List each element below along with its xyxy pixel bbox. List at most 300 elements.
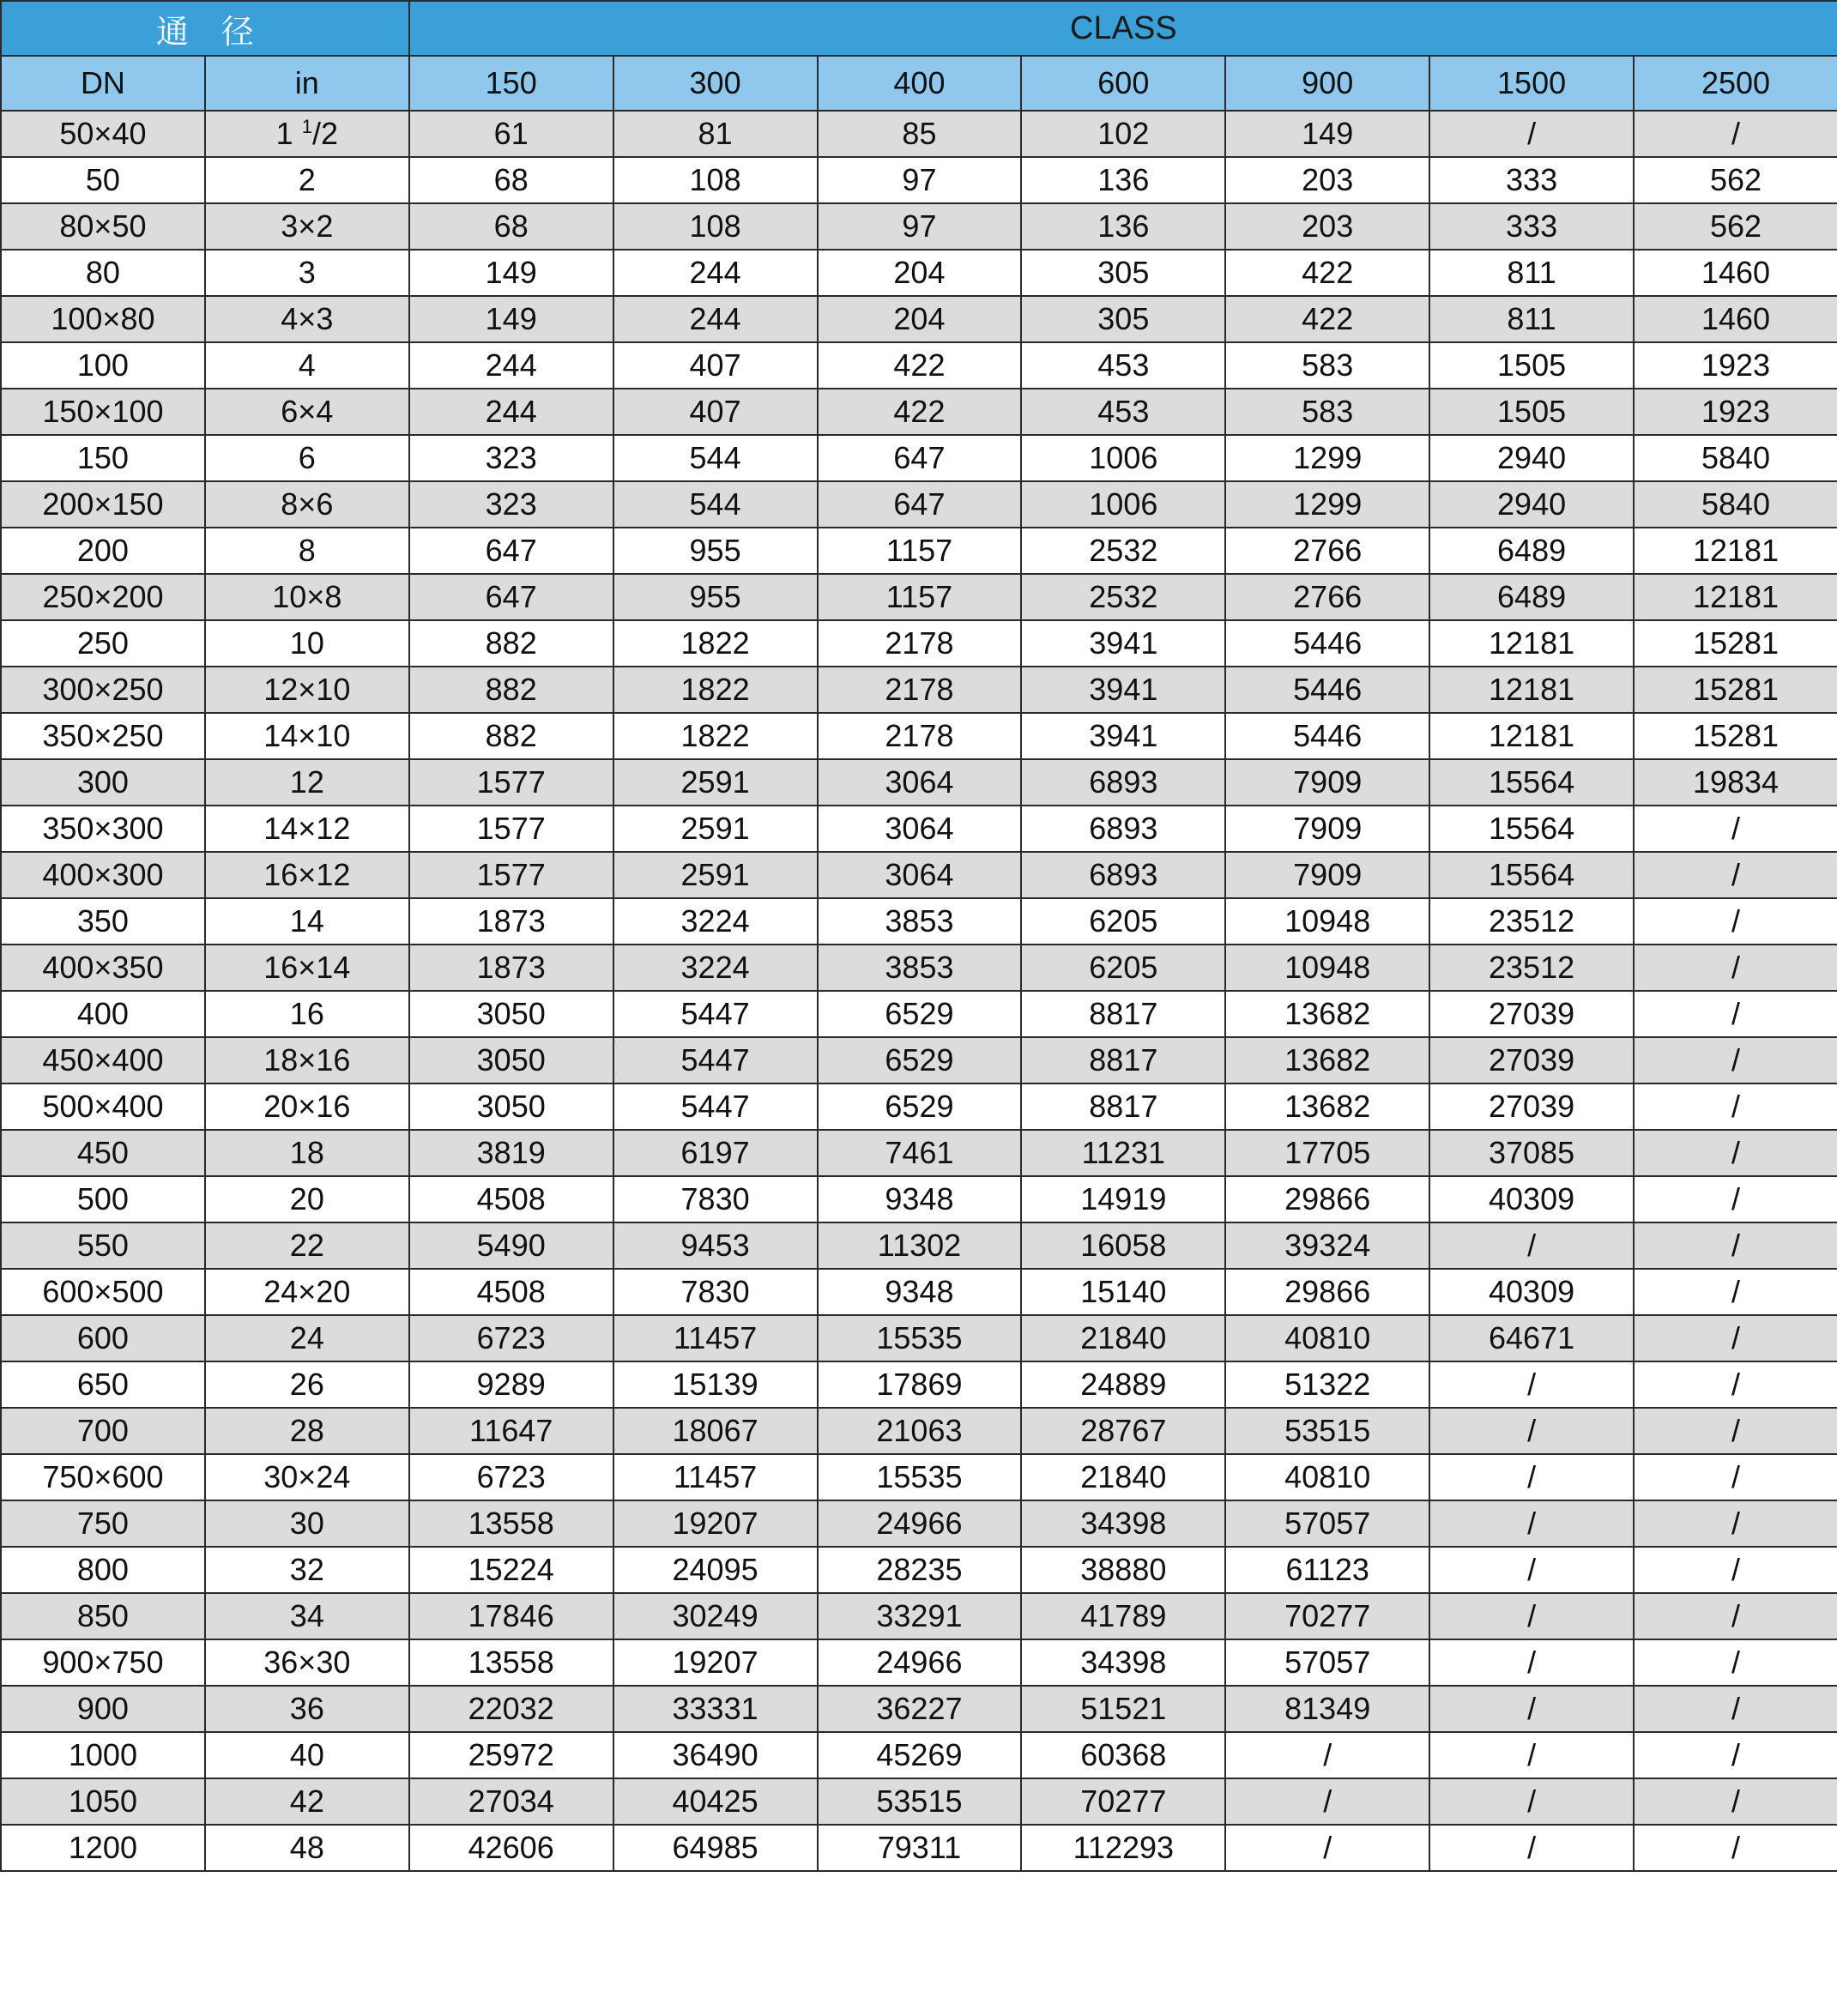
value-cell: 1923 bbox=[1634, 342, 1837, 389]
table-header bbox=[1, 1, 1837, 111]
value-cell: 6893 bbox=[1021, 852, 1225, 898]
table-row bbox=[1, 1408, 1837, 1454]
table-body bbox=[1, 111, 1837, 1871]
value-cell: 68 bbox=[409, 157, 613, 203]
table-row bbox=[1, 898, 1837, 945]
value-cell: 57057 bbox=[1225, 1500, 1429, 1547]
table-row bbox=[1, 852, 1837, 898]
value-cell: / bbox=[1634, 1083, 1837, 1130]
dn-cell: 200 bbox=[1, 528, 205, 574]
value-cell: 3050 bbox=[409, 991, 613, 1037]
dn-cell: 800 bbox=[1, 1547, 205, 1593]
value-cell: 1577 bbox=[409, 806, 613, 852]
in-cell: 26 bbox=[205, 1361, 409, 1408]
value-cell: 13558 bbox=[409, 1500, 613, 1547]
value-cell: 3941 bbox=[1021, 667, 1225, 713]
value-cell: / bbox=[1429, 1778, 1634, 1825]
in-cell: 28 bbox=[205, 1408, 409, 1454]
value-cell: 562 bbox=[1634, 157, 1837, 203]
in-cell: 4 bbox=[205, 342, 409, 389]
value-cell: 407 bbox=[613, 342, 818, 389]
value-cell: 8817 bbox=[1021, 991, 1225, 1037]
value-cell: 45269 bbox=[818, 1732, 1022, 1778]
table-row bbox=[1, 203, 1837, 250]
value-cell: 422 bbox=[1225, 250, 1429, 296]
table-row bbox=[1, 1269, 1837, 1315]
dn-cell: 250×200 bbox=[1, 574, 205, 620]
table-row bbox=[1, 1732, 1837, 1778]
value-cell: 40425 bbox=[613, 1778, 818, 1825]
in-cell: 14×12 bbox=[205, 806, 409, 852]
table-row bbox=[1, 389, 1837, 435]
value-cell: 544 bbox=[613, 435, 818, 481]
value-cell: 1006 bbox=[1021, 435, 1225, 481]
value-cell: 1460 bbox=[1634, 296, 1837, 342]
table-row bbox=[1, 667, 1837, 713]
table-row bbox=[1, 1361, 1837, 1408]
table-row bbox=[1, 1176, 1837, 1222]
value-cell: 3050 bbox=[409, 1083, 613, 1130]
dn-cell: 400 bbox=[1, 991, 205, 1037]
value-cell: 407 bbox=[613, 389, 818, 435]
value-cell: 5446 bbox=[1225, 620, 1429, 667]
dn-cell: 900×750 bbox=[1, 1639, 205, 1686]
value-cell: 17869 bbox=[818, 1361, 1022, 1408]
value-cell: 17705 bbox=[1225, 1130, 1429, 1176]
value-cell: 30249 bbox=[613, 1593, 818, 1639]
value-cell: 7909 bbox=[1225, 852, 1429, 898]
in-cell: 22 bbox=[205, 1222, 409, 1269]
value-cell: 15281 bbox=[1634, 713, 1837, 759]
value-cell: 70277 bbox=[1021, 1778, 1225, 1825]
value-cell: / bbox=[1429, 111, 1634, 157]
in-cell: 32 bbox=[205, 1547, 409, 1593]
class-400-header: 400 bbox=[818, 56, 1022, 111]
dn-cell: 450 bbox=[1, 1130, 205, 1176]
value-cell: 61123 bbox=[1225, 1547, 1429, 1593]
in-cell: 12 bbox=[205, 759, 409, 806]
value-cell: 33291 bbox=[818, 1593, 1022, 1639]
table-row bbox=[1, 157, 1837, 203]
value-cell: 562 bbox=[1634, 203, 1837, 250]
in-cell: 24×20 bbox=[205, 1269, 409, 1315]
nominal-size-header: 通 径 bbox=[1, 1, 409, 56]
value-cell: 3064 bbox=[818, 852, 1022, 898]
value-cell: 204 bbox=[818, 250, 1022, 296]
value-cell: / bbox=[1429, 1547, 1634, 1593]
table-row bbox=[1, 250, 1837, 296]
dn-cell: 150 bbox=[1, 435, 205, 481]
value-cell: / bbox=[1429, 1361, 1634, 1408]
dn-cell: 500×400 bbox=[1, 1083, 205, 1130]
in-cell: 18×16 bbox=[205, 1037, 409, 1083]
value-cell: 323 bbox=[409, 435, 613, 481]
dn-cell: 750×600 bbox=[1, 1454, 205, 1500]
value-cell: 6529 bbox=[818, 991, 1022, 1037]
value-cell: / bbox=[1634, 898, 1837, 945]
in-cell: 1 $^1$/2 bbox=[205, 111, 409, 157]
value-cell: 6205 bbox=[1021, 898, 1225, 945]
value-cell: 882 bbox=[409, 620, 613, 667]
value-cell: 323 bbox=[409, 481, 613, 528]
dn-cell: 500 bbox=[1, 1176, 205, 1222]
value-cell: 15139 bbox=[613, 1361, 818, 1408]
value-cell: / bbox=[1634, 1130, 1837, 1176]
value-cell: 3224 bbox=[613, 945, 818, 991]
in-cell: 30×24 bbox=[205, 1454, 409, 1500]
value-cell: 11457 bbox=[613, 1454, 818, 1500]
value-cell: 81 bbox=[613, 111, 818, 157]
in-cell: 12×10 bbox=[205, 667, 409, 713]
value-cell: / bbox=[1634, 1593, 1837, 1639]
value-cell: / bbox=[1429, 1500, 1634, 1547]
table-row bbox=[1, 1130, 1837, 1176]
value-cell: 2591 bbox=[613, 852, 818, 898]
value-cell: 61 bbox=[409, 111, 613, 157]
value-cell: / bbox=[1429, 1825, 1634, 1871]
value-cell: 7830 bbox=[613, 1176, 818, 1222]
value-cell: 2591 bbox=[613, 759, 818, 806]
dn-cell: 80×50 bbox=[1, 203, 205, 250]
value-cell: / bbox=[1634, 1778, 1837, 1825]
class-header: CLASS bbox=[409, 1, 1837, 56]
value-cell: / bbox=[1429, 1686, 1634, 1732]
value-cell: 6205 bbox=[1021, 945, 1225, 991]
table-row bbox=[1, 574, 1837, 620]
value-cell: 7909 bbox=[1225, 759, 1429, 806]
value-cell: 40309 bbox=[1429, 1269, 1634, 1315]
value-cell: 29866 bbox=[1225, 1176, 1429, 1222]
value-cell: / bbox=[1634, 1408, 1837, 1454]
in-cell: 8 bbox=[205, 528, 409, 574]
value-cell: 882 bbox=[409, 667, 613, 713]
value-cell: 5446 bbox=[1225, 667, 1429, 713]
value-cell: 3853 bbox=[818, 898, 1022, 945]
table-row bbox=[1, 1454, 1837, 1500]
value-cell: 2940 bbox=[1429, 481, 1634, 528]
dn-cell: 350×250 bbox=[1, 713, 205, 759]
value-cell: 149 bbox=[409, 250, 613, 296]
value-cell: 11457 bbox=[613, 1315, 818, 1361]
value-cell: 102 bbox=[1021, 111, 1225, 157]
value-cell: 15535 bbox=[818, 1315, 1022, 1361]
value-cell: 28235 bbox=[818, 1547, 1022, 1593]
value-cell: 3064 bbox=[818, 806, 1022, 852]
dn-cell: 200×150 bbox=[1, 481, 205, 528]
value-cell: 42606 bbox=[409, 1825, 613, 1871]
value-cell: 70277 bbox=[1225, 1593, 1429, 1639]
value-cell: 19207 bbox=[613, 1500, 818, 1547]
value-cell: 305 bbox=[1021, 250, 1225, 296]
value-cell: 15224 bbox=[409, 1547, 613, 1593]
value-cell: 4508 bbox=[409, 1176, 613, 1222]
value-cell: 2178 bbox=[818, 713, 1022, 759]
value-cell: 453 bbox=[1021, 389, 1225, 435]
value-cell: 955 bbox=[613, 528, 818, 574]
value-cell: 14919 bbox=[1021, 1176, 1225, 1222]
value-cell: 81349 bbox=[1225, 1686, 1429, 1732]
value-cell: / bbox=[1634, 1500, 1837, 1547]
value-cell: 27039 bbox=[1429, 991, 1634, 1037]
header-row-sub bbox=[1, 56, 1837, 111]
value-cell: 11647 bbox=[409, 1408, 613, 1454]
in-cell: 34 bbox=[205, 1593, 409, 1639]
value-cell: 204 bbox=[818, 296, 1022, 342]
in-cell: 20×16 bbox=[205, 1083, 409, 1130]
dn-cell: 250 bbox=[1, 620, 205, 667]
value-cell: 53515 bbox=[1225, 1408, 1429, 1454]
value-cell: 64671 bbox=[1429, 1315, 1634, 1361]
value-cell: 40810 bbox=[1225, 1454, 1429, 1500]
value-cell: 811 bbox=[1429, 250, 1634, 296]
dn-cell: 550 bbox=[1, 1222, 205, 1269]
value-cell: 25972 bbox=[409, 1732, 613, 1778]
value-cell: / bbox=[1225, 1732, 1429, 1778]
value-cell: 647 bbox=[409, 574, 613, 620]
value-cell: 305 bbox=[1021, 296, 1225, 342]
table-row bbox=[1, 806, 1837, 852]
value-cell: 2766 bbox=[1225, 574, 1429, 620]
value-cell: 27039 bbox=[1429, 1037, 1634, 1083]
dn-cell: 400×300 bbox=[1, 852, 205, 898]
value-cell: 79311 bbox=[818, 1825, 1022, 1871]
value-cell: 34398 bbox=[1021, 1500, 1225, 1547]
value-cell: 19207 bbox=[613, 1639, 818, 1686]
value-cell: / bbox=[1429, 1408, 1634, 1454]
value-cell: / bbox=[1225, 1778, 1429, 1825]
value-cell: 6489 bbox=[1429, 574, 1634, 620]
value-cell: 3050 bbox=[409, 1037, 613, 1083]
table-row bbox=[1, 1083, 1837, 1130]
table-row bbox=[1, 1825, 1837, 1871]
value-cell: 3941 bbox=[1021, 713, 1225, 759]
value-cell: 23512 bbox=[1429, 898, 1634, 945]
value-cell: 68 bbox=[409, 203, 613, 250]
value-cell: 422 bbox=[818, 342, 1022, 389]
dn-cell: 150×100 bbox=[1, 389, 205, 435]
value-cell: / bbox=[1634, 1269, 1837, 1315]
value-cell: / bbox=[1634, 1732, 1837, 1778]
dn-cell: 100 bbox=[1, 342, 205, 389]
value-cell: / bbox=[1634, 1315, 1837, 1361]
value-cell: 6723 bbox=[409, 1315, 613, 1361]
value-cell: 5490 bbox=[409, 1222, 613, 1269]
in-cell: 8×6 bbox=[205, 481, 409, 528]
value-cell: 9348 bbox=[818, 1269, 1022, 1315]
value-cell: 136 bbox=[1021, 203, 1225, 250]
value-cell: 6529 bbox=[818, 1083, 1022, 1130]
value-cell: 21840 bbox=[1021, 1454, 1225, 1500]
value-cell: 3224 bbox=[613, 898, 818, 945]
value-cell: 6893 bbox=[1021, 806, 1225, 852]
dn-cell: 300 bbox=[1, 759, 205, 806]
value-cell: 2178 bbox=[818, 620, 1022, 667]
in-cell: 16 bbox=[205, 991, 409, 1037]
value-cell: 22032 bbox=[409, 1686, 613, 1732]
value-cell: / bbox=[1429, 1732, 1634, 1778]
value-cell: 16058 bbox=[1021, 1222, 1225, 1269]
value-cell: / bbox=[1429, 1639, 1634, 1686]
value-cell: / bbox=[1634, 1222, 1837, 1269]
value-cell: 6197 bbox=[613, 1130, 818, 1176]
value-cell: / bbox=[1634, 1176, 1837, 1222]
in-cell: 14×10 bbox=[205, 713, 409, 759]
dn-cell: 650 bbox=[1, 1361, 205, 1408]
table-row bbox=[1, 1778, 1837, 1825]
in-cell: 40 bbox=[205, 1732, 409, 1778]
value-cell: 39324 bbox=[1225, 1222, 1429, 1269]
value-cell: 53515 bbox=[818, 1778, 1022, 1825]
in-cell: 4×3 bbox=[205, 296, 409, 342]
in-header: in bbox=[205, 56, 409, 111]
value-cell: 9289 bbox=[409, 1361, 613, 1408]
value-cell: 34398 bbox=[1021, 1639, 1225, 1686]
value-cell: 97 bbox=[818, 157, 1022, 203]
value-cell: 1873 bbox=[409, 898, 613, 945]
table-row bbox=[1, 111, 1837, 157]
dn-cell: 1200 bbox=[1, 1825, 205, 1871]
value-cell: 1873 bbox=[409, 945, 613, 991]
value-cell: 15140 bbox=[1021, 1269, 1225, 1315]
dn-cell: 100×80 bbox=[1, 296, 205, 342]
value-cell: 6489 bbox=[1429, 528, 1634, 574]
value-cell: 6893 bbox=[1021, 759, 1225, 806]
value-cell: 97 bbox=[818, 203, 1022, 250]
in-cell: 36 bbox=[205, 1686, 409, 1732]
value-cell: 29866 bbox=[1225, 1269, 1429, 1315]
value-cell: 12181 bbox=[1634, 574, 1837, 620]
value-cell: 453 bbox=[1021, 342, 1225, 389]
in-cell: 16×14 bbox=[205, 945, 409, 991]
value-cell: 2532 bbox=[1021, 528, 1225, 574]
value-cell: 27039 bbox=[1429, 1083, 1634, 1130]
dn-cell: 1000 bbox=[1, 1732, 205, 1778]
value-cell: 10948 bbox=[1225, 898, 1429, 945]
in-cell: 10 bbox=[205, 620, 409, 667]
value-cell: 8817 bbox=[1021, 1037, 1225, 1083]
value-cell: 15564 bbox=[1429, 806, 1634, 852]
class-1500-header: 1500 bbox=[1429, 56, 1634, 111]
table-row bbox=[1, 713, 1837, 759]
value-cell: / bbox=[1634, 852, 1837, 898]
value-cell: 33331 bbox=[613, 1686, 818, 1732]
table-row bbox=[1, 1500, 1837, 1547]
value-cell: 203 bbox=[1225, 203, 1429, 250]
value-cell: 19834 bbox=[1634, 759, 1837, 806]
table-row bbox=[1, 945, 1837, 991]
value-cell: / bbox=[1429, 1454, 1634, 1500]
in-cell: 36×30 bbox=[205, 1639, 409, 1686]
value-cell: 544 bbox=[613, 481, 818, 528]
in-cell: 14 bbox=[205, 898, 409, 945]
value-cell: 5446 bbox=[1225, 713, 1429, 759]
table-row bbox=[1, 296, 1837, 342]
value-cell: 40309 bbox=[1429, 1176, 1634, 1222]
value-cell: 1299 bbox=[1225, 435, 1429, 481]
table-row bbox=[1, 620, 1837, 667]
value-cell: / bbox=[1634, 111, 1837, 157]
value-cell: 244 bbox=[613, 250, 818, 296]
value-cell: / bbox=[1634, 1454, 1837, 1500]
value-cell: 955 bbox=[613, 574, 818, 620]
value-cell: 3064 bbox=[818, 759, 1022, 806]
value-cell: 1505 bbox=[1429, 389, 1634, 435]
value-cell: 882 bbox=[409, 713, 613, 759]
table-row bbox=[1, 1547, 1837, 1593]
table-row bbox=[1, 1593, 1837, 1639]
value-cell: 7830 bbox=[613, 1269, 818, 1315]
dn-cell: 700 bbox=[1, 1408, 205, 1454]
dn-cell: 450×400 bbox=[1, 1037, 205, 1083]
dn-cell: 80 bbox=[1, 250, 205, 296]
value-cell: 21840 bbox=[1021, 1315, 1225, 1361]
value-cell: 2591 bbox=[613, 806, 818, 852]
value-cell: 15281 bbox=[1634, 667, 1837, 713]
dn-cell: 350 bbox=[1, 898, 205, 945]
table-row bbox=[1, 1037, 1837, 1083]
value-cell: 5840 bbox=[1634, 435, 1837, 481]
value-cell: 422 bbox=[1225, 296, 1429, 342]
value-cell: / bbox=[1634, 1686, 1837, 1732]
value-cell: 108 bbox=[613, 157, 818, 203]
value-cell: 12181 bbox=[1634, 528, 1837, 574]
value-cell: 8817 bbox=[1021, 1083, 1225, 1130]
value-cell: 6529 bbox=[818, 1037, 1022, 1083]
value-cell: 37085 bbox=[1429, 1130, 1634, 1176]
table-row bbox=[1, 1315, 1837, 1361]
in-cell: 42 bbox=[205, 1778, 409, 1825]
value-cell: 647 bbox=[818, 481, 1022, 528]
value-cell: 5447 bbox=[613, 1083, 818, 1130]
dn-cell: 50 bbox=[1, 157, 205, 203]
value-cell: 23512 bbox=[1429, 945, 1634, 991]
value-cell: 1157 bbox=[818, 528, 1022, 574]
class-900-header: 900 bbox=[1225, 56, 1429, 111]
value-cell: 333 bbox=[1429, 157, 1634, 203]
value-cell: 41789 bbox=[1021, 1593, 1225, 1639]
value-cell: 4508 bbox=[409, 1269, 613, 1315]
value-cell: 647 bbox=[818, 435, 1022, 481]
value-cell: 3941 bbox=[1021, 620, 1225, 667]
class-300-header: 300 bbox=[613, 56, 818, 111]
value-cell: 18067 bbox=[613, 1408, 818, 1454]
value-cell: 7909 bbox=[1225, 806, 1429, 852]
value-cell: 24095 bbox=[613, 1547, 818, 1593]
in-cell: 20 bbox=[205, 1176, 409, 1222]
value-cell: 1460 bbox=[1634, 250, 1837, 296]
value-cell: 10948 bbox=[1225, 945, 1429, 991]
value-cell: 15535 bbox=[818, 1454, 1022, 1500]
value-cell: 244 bbox=[613, 296, 818, 342]
value-cell: 11302 bbox=[818, 1222, 1022, 1269]
table-row bbox=[1, 759, 1837, 806]
value-cell: 13682 bbox=[1225, 1037, 1429, 1083]
value-cell: / bbox=[1634, 806, 1837, 852]
value-cell: 2178 bbox=[818, 667, 1022, 713]
in-cell: 6 bbox=[205, 435, 409, 481]
in-cell: 10×8 bbox=[205, 574, 409, 620]
value-cell: 1923 bbox=[1634, 389, 1837, 435]
table-row bbox=[1, 435, 1837, 481]
dn-cell: 750 bbox=[1, 1500, 205, 1547]
dn-cell: 600×500 bbox=[1, 1269, 205, 1315]
in-cell: 3×2 bbox=[205, 203, 409, 250]
table-row bbox=[1, 481, 1837, 528]
value-cell: 108 bbox=[613, 203, 818, 250]
value-cell: 5840 bbox=[1634, 481, 1837, 528]
value-cell: 85 bbox=[818, 111, 1022, 157]
value-cell: 6723 bbox=[409, 1454, 613, 1500]
